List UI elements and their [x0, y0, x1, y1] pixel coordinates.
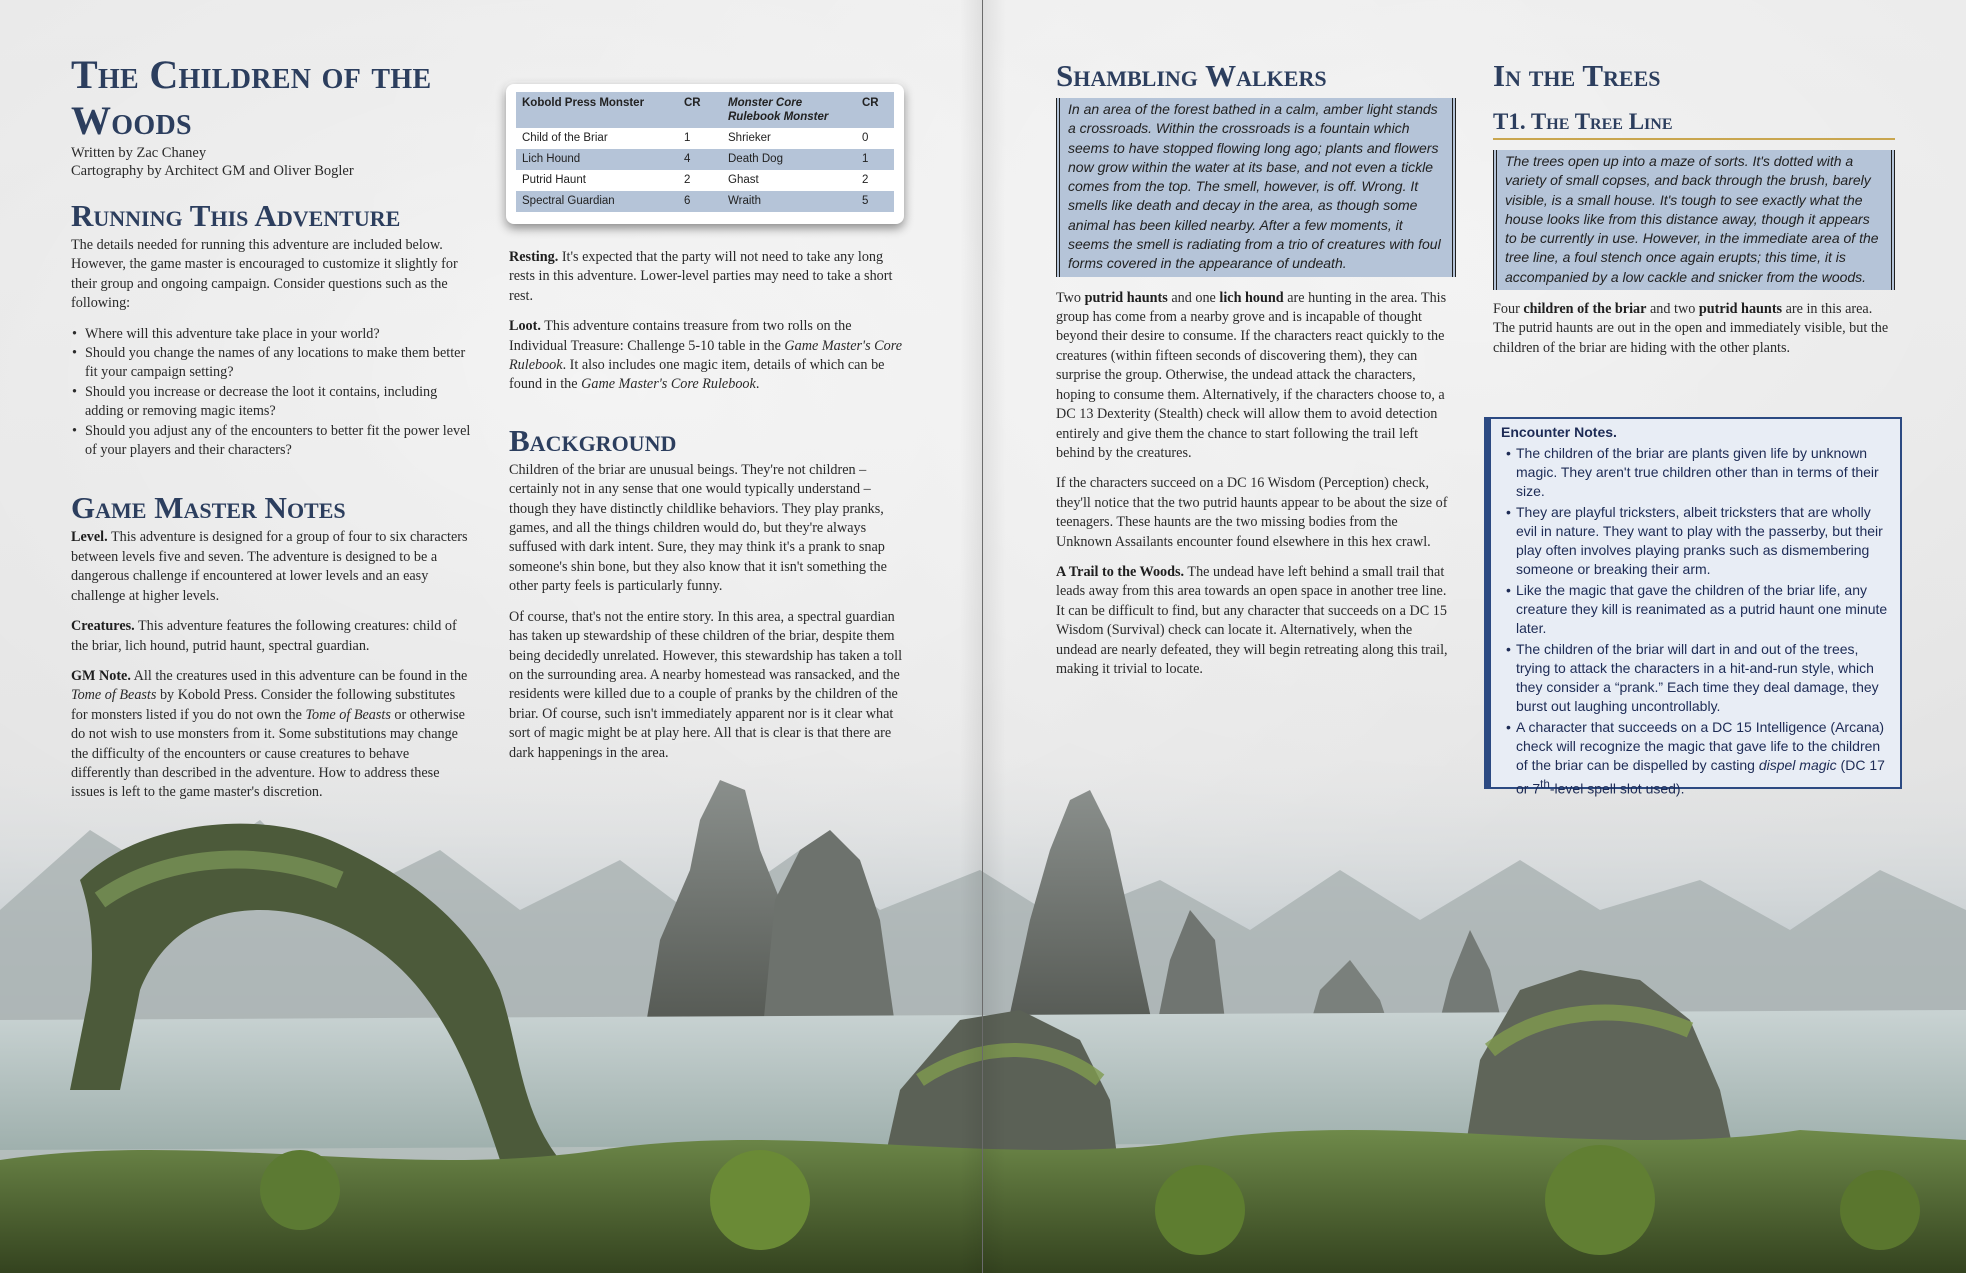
creature-name: putrid haunts [1698, 301, 1783, 318]
table-cell: 6 [678, 191, 722, 212]
level-label: Level. [71, 529, 108, 546]
list-item: • Where will this adventure take place in your world? [85, 325, 471, 344]
right-column-2 [1493, 58, 1895, 369]
gm-note-text: All the creatures used in this adventure can be found in the [133, 667, 468, 684]
body-text: are in this area. The putrid haunts are out in the open and immediately visible, but the children of the briar are hiding with the other plants. [1493, 301, 1889, 356]
loot-label: Loot. [509, 318, 541, 335]
book-title: Tome of Beasts [305, 706, 391, 723]
table-header-row [516, 92, 894, 128]
list-item: • The children of the briar are plants given life by unknown magic. They aren't true children other than in terms of their size. [1516, 444, 1890, 501]
table-row [516, 170, 894, 191]
trail-paragraph [1056, 563, 1456, 679]
note-text: A character that succeeds on a DC 15 Intelligence (Arcana) check will recognize the magic that gave life to the children of the briar can be dispelled by casting [1516, 719, 1885, 773]
loot-paragraph [509, 317, 907, 395]
table-row [516, 149, 894, 170]
gm-note-text: by Kobold Press. Consider the following substitutes for monsters listed if you do not own the [71, 687, 456, 723]
table-header: Monster Core Rulebook Monster [722, 92, 856, 128]
monster-substitution-table-card [506, 84, 904, 224]
page-gutter [982, 0, 983, 1273]
level-paragraph [71, 528, 471, 606]
gm-note-text: or otherwise do not wish to use monsters from it. Some substitutions may change the difficulty of the encounters or cause creatures to behave differently than described in the adventure. How to address these issues is left to the game master's discretion. [71, 706, 465, 801]
resting-label: Resting. [509, 249, 559, 265]
table-cell: Putrid Haunt [522, 174, 586, 186]
gutter-shadow [960, 0, 1006, 1273]
list-item: • Should you adjust any of the encounters to better fit the power level of your players and their characters? [85, 422, 471, 461]
list-item [1516, 718, 1890, 799]
tree-line-paragraph [1493, 300, 1895, 358]
right-column-1 [1056, 58, 1456, 690]
gm-notes-heading: Game Master Notes [71, 490, 346, 526]
body-text: Two [1056, 289, 1082, 306]
loot-text: This adventure contains treasure from two rolls on the Individual Treasure: Challenge 5-10 table in the [509, 318, 852, 354]
body-text: are hunting in the area. This group has come from a nearby grove and is incapable of thought beyond their desire to consume. If the characters react quickly to the creatures (within fifteen seconds of discovering them), they can surprise the group. Otherwise, the undead attack the characters, hoping to consume them. Alternatively, if the characters choose to, a DC 13 Dexterity (Stealth) check will allow them to avoid detection entirely and give them the chance to start following the trail left behind by the creatures. [1056, 289, 1447, 461]
table-cell: 1 [684, 132, 691, 144]
background-paragraph-1: Children of the briar are unusual beings. They're not children – certainly not in any sense that one would typically understand – though they have distinctly childlike behaviors. They play pranks, games, and all the things children would do, but they're always suffused with dark intent. Sure, they may think it's a prank to snap someone's shin bone, but they also know that it isn't something the other party feels is particularly funny. [509, 461, 887, 595]
table-cell: Spectral Guardian [516, 191, 678, 212]
loot-text: . [755, 376, 760, 393]
resting-text: It's expected that the party will not need to take any long rests in this adventure. Lower-level parties may need to take a short rest. [509, 249, 893, 304]
trees-heading: In the Trees [1493, 58, 1661, 93]
table-row [516, 191, 894, 212]
table-cell: 4 [678, 149, 722, 170]
table-cell: Child of the Briar [522, 132, 608, 144]
table-cell: Shrieker [728, 132, 771, 144]
page-title: The Children of the Woods [71, 52, 432, 143]
background-heading: Background [509, 422, 677, 458]
note-text: -level spell slot used). [1549, 780, 1685, 797]
shambling-heading: Shambling Walkers [1056, 58, 1327, 93]
body-text: Four [1493, 301, 1520, 318]
table-cell: 5 [856, 191, 894, 212]
table-cell: Lich Hound [516, 149, 678, 170]
creatures-text: This adventure features the following creatures: child of the briar, lich hound, putrid haunt, spectral guardian. [71, 618, 457, 654]
book-title: Game Master's Core Rulebook [509, 337, 902, 374]
book-title: Game Master's Core Rulebook [581, 376, 756, 393]
list-item: • Like the magic that gave the children of the briar life, any creature they kill is reanimated as a putrid haunt one minute later. [1516, 581, 1890, 638]
body-text: and one [1171, 289, 1216, 306]
creatures-label: Creatures. [71, 618, 135, 635]
creature-name: children of the briar [1523, 301, 1647, 318]
loot-text: . It also includes one magic item, details of which can be found in the [509, 357, 885, 393]
left-column-2 [509, 248, 907, 774]
trail-label: A Trail to the Woods. [1056, 563, 1185, 580]
creature-name: lich hound [1219, 289, 1284, 306]
tree-line-read-aloud: The trees open up into a maze of sorts. It's dotted with a variety of small copses, and back through the brush, barely visible, is a small house. It's tough to see exactly what the house looks like from this distance away, though it appears to be currently in use. However, in the immediate area of the tree line, a foul stench once again erupts; this time, it is accompanied by a low cackle and snicker from the woods. [1493, 150, 1895, 290]
ordinal-suffix: th [1540, 778, 1550, 791]
spell-name: dispel magic [1758, 757, 1837, 773]
left-column-1 [71, 52, 471, 814]
shambling-paragraph-1 [1056, 289, 1456, 464]
table-cell: 2 [684, 174, 691, 186]
monster-substitution-table [516, 92, 894, 212]
background-paragraph-2: Of course, that's not the entire story. In this area, a spectral guardian has taken up stewardship of these children of the briar, despite them being decidedly unrelated. However, this stewardship has taken a toll on the surrounding area. A nearby homestead was ransacked, and the residents were killed due to a couple of pranks by the children of the briar. Of course, such isn't immediately apparent nor is it clear what sort of magic might be at play here. All that is clear is that there are dark happenings in the area. [509, 608, 903, 761]
table-cell: 1 [856, 149, 894, 170]
table-cell: Ghast [728, 174, 759, 186]
author-credit: Written by Zac Chaney [71, 145, 207, 161]
creature-name: putrid haunts [1084, 289, 1168, 306]
cartography-credit: Cartography by Architect GM and Oliver Bogler [71, 163, 354, 179]
tree-line-subheading-wrap [1493, 108, 1895, 140]
running-intro: The details needed for running this adventure are included below. However, the game master is encouraged to customize it slightly for their group and ongoing campaign. Consider questions such as the following: [71, 237, 458, 312]
list-item: • The children of the briar will dart in and out of the trees, trying to attack the characters in a hit-and-run style, which they consider a “prank.” Each time they deal damage, they burst out laughing uncontrollably. [1516, 640, 1890, 716]
trail-text: The undead have left behind a small trail that leads away from this area towards an open space in another tree line. It can be difficult to find, but any character that succeeds on a DC 15 Wisdom (Survival) check can locate it. Alternatively, when the undead are nearly defeated, they will begin retreating along this trail, making it trivial to locate. [1056, 563, 1448, 677]
creatures-paragraph [71, 617, 471, 656]
tree-line-subheading: T1. The Tree Line [1493, 109, 1673, 134]
table-cell: 0 [862, 132, 869, 144]
level-text: This adventure is designed for a group of four to six characters between levels five and seven. The adventure is designed to be a dangerous challenge if encountered at lower levels and an easy challenge at higher levels. [71, 529, 468, 604]
gm-note-label: GM Note. [71, 667, 131, 684]
note-text: (DC 17 or 7 [1516, 757, 1885, 797]
table-cell: Death Dog [722, 149, 856, 170]
running-bullet-list [71, 325, 471, 461]
encounter-notes-heading: Encounter Notes. [1501, 424, 1617, 440]
running-heading: Running This Adventure [71, 198, 401, 233]
list-item: • Should you increase or decrease the loot it contains, including adding or removing magic items? [85, 383, 471, 422]
table-row [516, 128, 894, 149]
encounter-notes-list [1501, 444, 1890, 799]
table-header: Kobold Press Monster [516, 92, 678, 128]
resting-paragraph [509, 248, 907, 306]
list-item: • They are playful tricksters, albeit tricksters that are wholly evil in nature. They want to play with the passerby, but their play often involves playing pranks such as dismembering someone or breaking their arm. [1516, 503, 1890, 579]
book-title: Tome of Beasts [71, 687, 157, 704]
shambling-read-aloud: In an area of the forest bathed in a calm, amber light stands a crossroads. Within the crossroads is a fountain which seems to have stopped flowing long ago; plants and flowers now grow within the water at its base, and not even a tickle comes from the top. The smell, however, is off. Wrong. It smells like death and decay in the area, as though some animal has been killed nearby. After a few moments, it seems the smell is radiating from a trio of creatures with foul forms covered in the appearance of undeath. [1056, 98, 1456, 277]
table-header: CR [678, 92, 722, 128]
body-text: and two [1650, 301, 1696, 318]
list-item: • Should you change the names of any locations to make them better fit your campaign setting? [85, 344, 471, 383]
encounter-notes-box [1484, 417, 1902, 797]
shambling-paragraph-2: If the characters succeed on a DC 16 Wisdom (Perception) check, they'll notice that the two putrid haunts appear to be about the size of teenagers. These haunts are the two missing bodies from the Unknown Assailants encounter found elsewhere in this hex crawl. [1056, 475, 1448, 550]
gm-note-paragraph [71, 667, 471, 803]
table-header: CR [856, 92, 894, 128]
table-cell: Wraith [722, 191, 856, 212]
table-cell: 2 [862, 174, 869, 186]
